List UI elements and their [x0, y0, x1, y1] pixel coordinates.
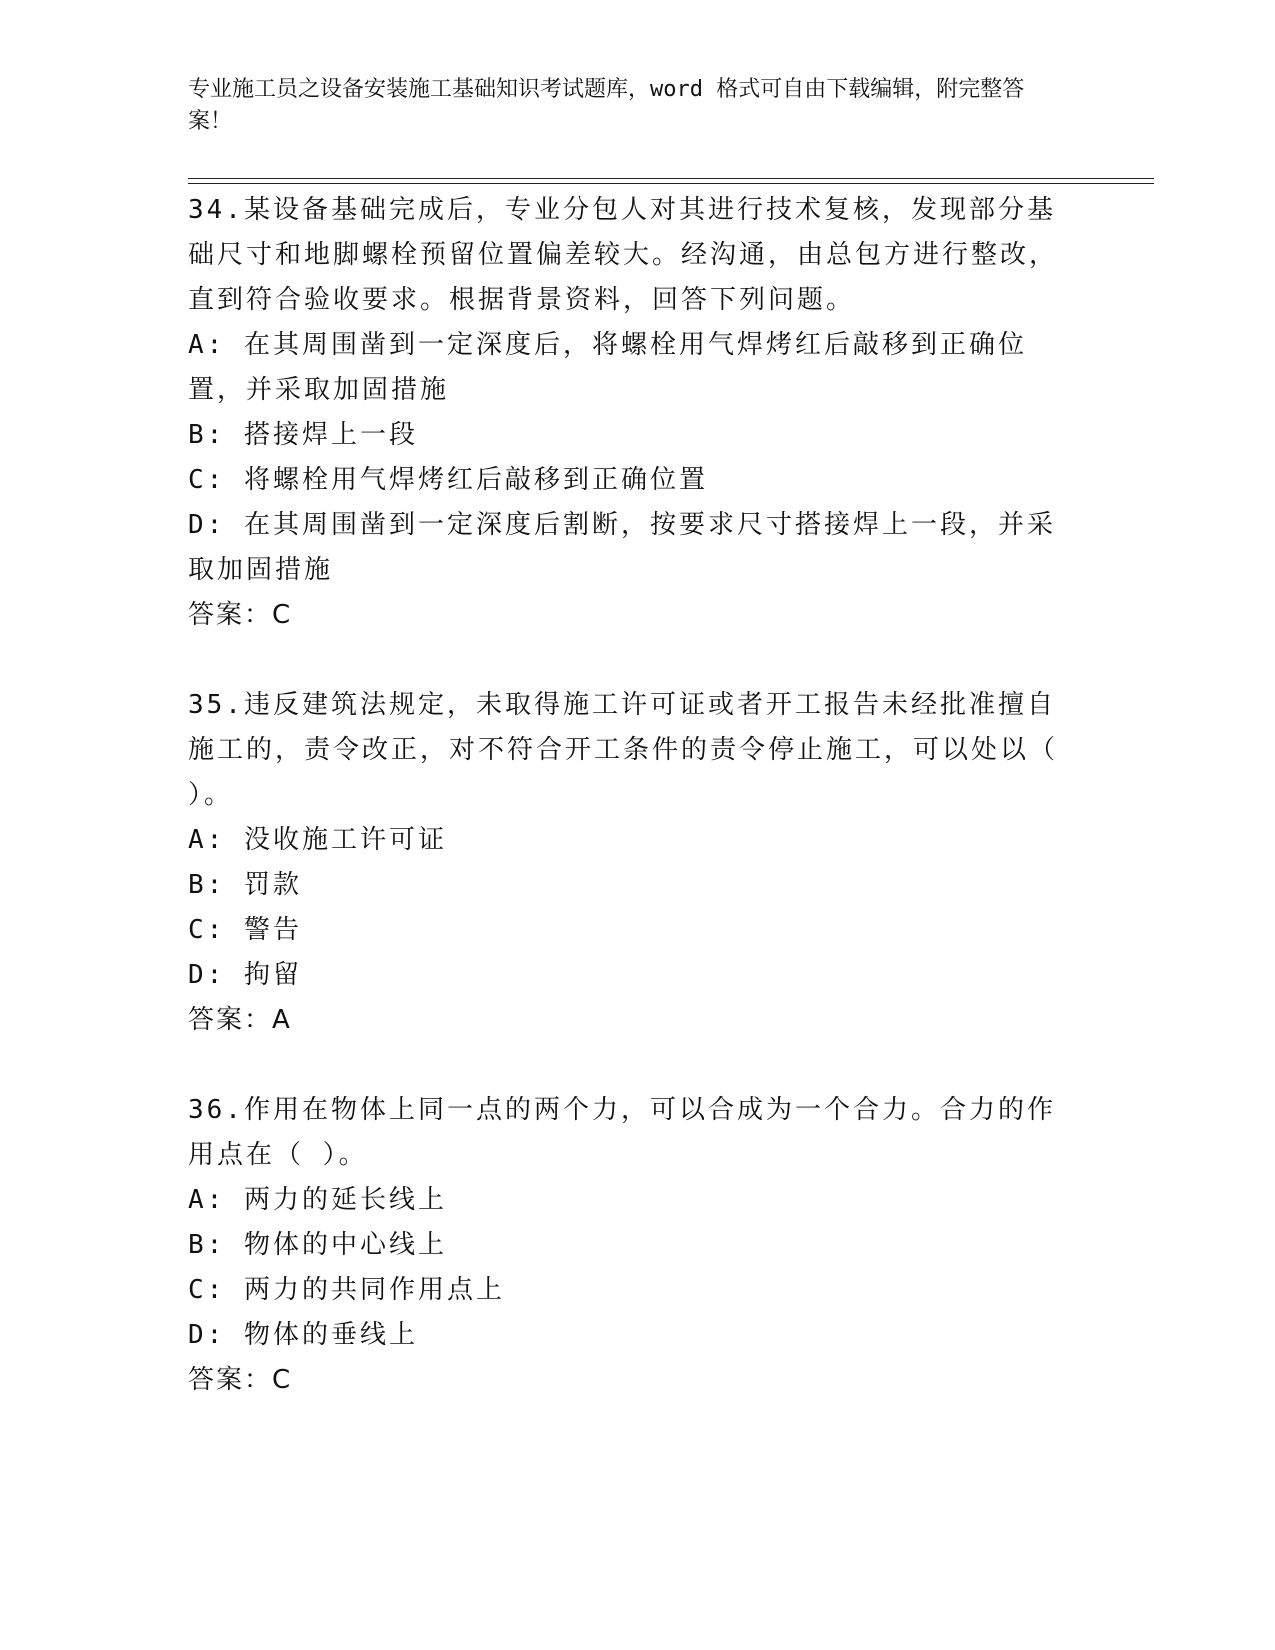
question-list	[188, 188, 1083, 1448]
question-stem: 36.作用在物体上同一点的两个力，可以合成为一个合力。合力的作用点在（ ）。	[188, 1095, 1056, 1170]
answer: 答案：C	[188, 600, 293, 630]
option-c: C: 两力的共同作用点上	[188, 1275, 505, 1305]
option-a: A: 没收施工许可证	[188, 825, 447, 855]
question-35	[188, 683, 1083, 1043]
option-a: A: 两力的延长线上	[188, 1185, 447, 1215]
question-34	[188, 188, 1083, 638]
option-b: B: 搭接焊上一段	[188, 420, 418, 450]
header-divider-bottom	[188, 183, 1154, 184]
option-a: A: 在其周围凿到一定深度后，将螺栓用气焊烤红后敲移到正确位置，并采取加固措施	[188, 330, 1027, 405]
option-c: C: 警告	[188, 915, 302, 945]
answer: 答案：C	[188, 1365, 293, 1395]
option-c: C: 将螺栓用气焊烤红后敲移到正确位置	[188, 465, 708, 495]
question-stem: 35.违反建筑法规定，未取得施工许可证或者开工报告未经批准擅自施工的，责令改正，对不符合开工条件的责令停止施工，可以处以（ ）。	[188, 690, 1059, 810]
option-b: B: 物体的中心线上	[188, 1230, 447, 1260]
question-stem: 34.某设备基础完成后，专业分包人对其进行技术复核，发现部分基础尺寸和地脚螺栓预留位置偏差较大。经沟通，由总包方进行整改，直到符合验收要求。根据背景资料，回答下列问题。	[188, 195, 1059, 315]
header-divider-top	[188, 178, 1154, 179]
option-d: D: 物体的垂线上	[188, 1320, 418, 1350]
option-b: B: 罚款	[188, 870, 302, 900]
option-d: D: 在其周围凿到一定深度后割断，按要求尺寸搭接焊上一段，并采取加固措施	[188, 510, 1056, 585]
option-d: D: 拘留	[188, 960, 302, 990]
question-36	[188, 1088, 1083, 1403]
answer: 答案：A	[188, 1005, 292, 1035]
document-header: 专业施工员之设备安装施工基础知识考试题库，word 格式可自由下载编辑，附完整答案！	[188, 77, 1025, 134]
